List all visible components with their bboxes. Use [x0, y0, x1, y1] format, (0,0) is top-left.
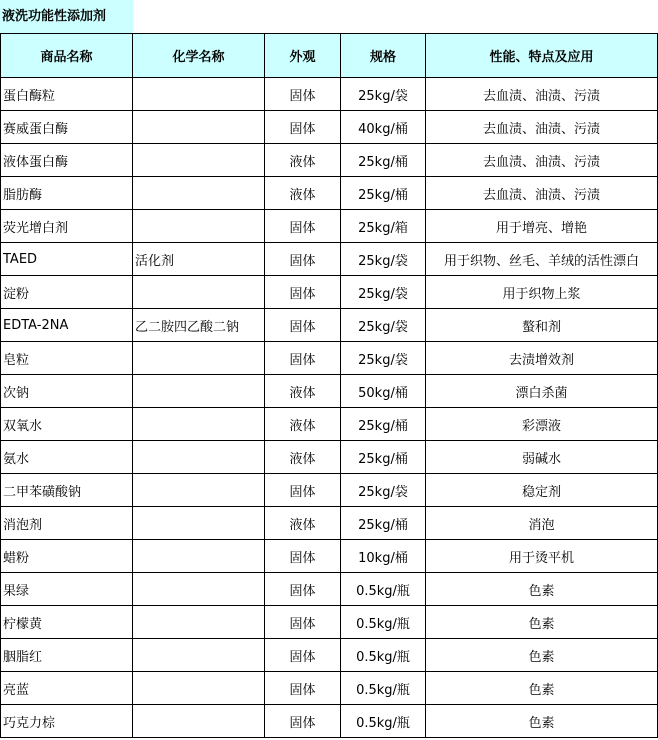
cell-usage[interactable]: 消泡 — [426, 507, 658, 540]
cell-usage[interactable]: 用于增亮、增艳 — [426, 210, 658, 243]
cell-specification[interactable]: 25kg/桶 — [341, 507, 426, 540]
cell-chemical-name[interactable] — [133, 441, 265, 474]
cell-specification[interactable]: 25kg/袋 — [341, 78, 426, 111]
sheet-title[interactable]: 液洗功能性添加剂 — [0, 0, 133, 33]
cell-product-name[interactable]: TAED — [1, 243, 133, 276]
cell-appearance[interactable]: 固体 — [265, 705, 341, 738]
cell-specification[interactable]: 0.5kg/瓶 — [341, 639, 426, 672]
cell-product-name[interactable]: 液体蛋白酶 — [1, 144, 133, 177]
cell-appearance[interactable]: 固体 — [265, 540, 341, 573]
cell-appearance[interactable]: 固体 — [265, 573, 341, 606]
cell-product-name[interactable]: 果绿 — [1, 573, 133, 606]
cell-appearance[interactable]: 液体 — [265, 408, 341, 441]
table-row — [1, 474, 658, 507]
cell-usage[interactable]: 弱碱水 — [426, 441, 658, 474]
table-row — [1, 111, 658, 144]
cell-specification[interactable]: 25kg/桶 — [341, 144, 426, 177]
table-row — [1, 177, 658, 210]
cell-appearance[interactable]: 液体 — [265, 375, 341, 408]
cell-specification[interactable]: 25kg/袋 — [341, 342, 426, 375]
cell-usage[interactable]: 色素 — [426, 606, 658, 639]
cell-product-name[interactable]: 淀粉 — [1, 276, 133, 309]
header-specification[interactable]: 规格 — [341, 34, 426, 78]
cell-chemical-name[interactable] — [133, 111, 265, 144]
cell-specification[interactable]: 0.5kg/瓶 — [341, 705, 426, 738]
cell-specification[interactable]: 25kg/袋 — [341, 243, 426, 276]
header-row — [1, 34, 658, 78]
cell-appearance[interactable]: 液体 — [265, 441, 341, 474]
cell-specification[interactable]: 0.5kg/瓶 — [341, 573, 426, 606]
cell-appearance[interactable]: 固体 — [265, 474, 341, 507]
cell-usage[interactable]: 螯和剂 — [426, 309, 658, 342]
cell-chemical-name[interactable] — [133, 375, 265, 408]
cell-appearance[interactable]: 固体 — [265, 342, 341, 375]
cell-chemical-name[interactable] — [133, 342, 265, 375]
table-row — [1, 540, 658, 573]
cell-chemical-name[interactable] — [133, 540, 265, 573]
cell-chemical-name[interactable]: 活化剂 — [133, 243, 265, 276]
cell-product-name[interactable]: 柠檬黄 — [1, 606, 133, 639]
cell-chemical-name[interactable] — [133, 276, 265, 309]
cell-appearance[interactable]: 液体 — [265, 144, 341, 177]
table-row — [1, 309, 658, 342]
cell-usage[interactable]: 去渍增效剂 — [426, 342, 658, 375]
cell-chemical-name[interactable] — [133, 507, 265, 540]
cell-product-name[interactable]: 荧光增白剂 — [1, 210, 133, 243]
cell-product-name[interactable]: 巧克力棕 — [1, 705, 133, 738]
cell-appearance[interactable]: 固体 — [265, 606, 341, 639]
cell-chemical-name[interactable]: 乙二胺四乙酸二钠 — [133, 309, 265, 342]
cell-specification[interactable]: 0.5kg/瓶 — [341, 606, 426, 639]
cell-usage[interactable]: 色素 — [426, 639, 658, 672]
table-row — [1, 672, 658, 705]
cell-product-name[interactable]: 胭脂红 — [1, 639, 133, 672]
cell-appearance[interactable]: 固体 — [265, 210, 341, 243]
cell-specification[interactable]: 40kg/桶 — [341, 111, 426, 144]
cell-product-name[interactable]: 蛋白酶粒 — [1, 78, 133, 111]
cell-chemical-name[interactable] — [133, 408, 265, 441]
cell-specification[interactable]: 25kg/桶 — [341, 177, 426, 210]
cell-appearance[interactable]: 液体 — [265, 177, 341, 210]
cell-usage[interactable]: 色素 — [426, 573, 658, 606]
cell-product-name[interactable]: 次钠 — [1, 375, 133, 408]
cell-chemical-name[interactable] — [133, 474, 265, 507]
cell-product-name[interactable]: 氨水 — [1, 441, 133, 474]
cell-usage[interactable]: 彩漂液 — [426, 408, 658, 441]
table-row — [1, 606, 658, 639]
table-row — [1, 78, 658, 111]
cell-product-name[interactable]: 皂粒 — [1, 342, 133, 375]
cell-appearance[interactable]: 固体 — [265, 309, 341, 342]
cell-product-name[interactable]: 脂肪酶 — [1, 177, 133, 210]
cell-chemical-name[interactable] — [133, 573, 265, 606]
cell-specification[interactable]: 25kg/袋 — [341, 474, 426, 507]
cell-chemical-name[interactable] — [133, 78, 265, 111]
cell-product-name[interactable]: 二甲苯磺酸钠 — [1, 474, 133, 507]
cell-usage[interactable]: 用于织物、丝毛、羊绒的活性漂白 — [426, 243, 658, 276]
cell-specification[interactable]: 0.5kg/瓶 — [341, 672, 426, 705]
cell-appearance[interactable]: 固体 — [265, 276, 341, 309]
cell-specification[interactable]: 25kg/袋 — [341, 276, 426, 309]
cell-chemical-name[interactable] — [133, 639, 265, 672]
cell-chemical-name[interactable] — [133, 177, 265, 210]
table-body — [1, 78, 658, 738]
cell-usage[interactable]: 稳定剂 — [426, 474, 658, 507]
header-product-name[interactable]: 商品名称 — [1, 34, 133, 78]
cell-usage[interactable]: 用于烫平机 — [426, 540, 658, 573]
cell-product-name[interactable]: 双氧水 — [1, 408, 133, 441]
table-row — [1, 342, 658, 375]
cell-usage[interactable]: 色素 — [426, 705, 658, 738]
table-row — [1, 639, 658, 672]
cell-product-name[interactable]: 消泡剂 — [1, 507, 133, 540]
cell-chemical-name[interactable] — [133, 672, 265, 705]
table-row — [1, 408, 658, 441]
cell-usage[interactable]: 去血渍、油渍、污渍 — [426, 78, 658, 111]
table-row — [1, 243, 658, 276]
cell-chemical-name[interactable] — [133, 144, 265, 177]
product-table — [0, 33, 658, 738]
cell-specification[interactable]: 50kg/桶 — [341, 375, 426, 408]
cell-appearance[interactable]: 固体 — [265, 111, 341, 144]
cell-product-name[interactable]: 亮蓝 — [1, 672, 133, 705]
cell-appearance[interactable]: 固体 — [265, 78, 341, 111]
cell-usage[interactable]: 去血渍、油渍、污渍 — [426, 111, 658, 144]
cell-specification[interactable]: 25kg/箱 — [341, 210, 426, 243]
cell-specification[interactable]: 25kg/桶 — [341, 441, 426, 474]
cell-chemical-name[interactable] — [133, 606, 265, 639]
cell-product-name[interactable]: EDTA-2NA — [1, 309, 133, 342]
table-row — [1, 276, 658, 309]
table-row — [1, 441, 658, 474]
cell-specification[interactable]: 25kg/袋 — [341, 309, 426, 342]
header-appearance[interactable]: 外观 — [265, 34, 341, 78]
table-row — [1, 144, 658, 177]
header-chemical-name[interactable]: 化学名称 — [133, 34, 265, 78]
cell-specification[interactable]: 10kg/桶 — [341, 540, 426, 573]
header-usage[interactable]: 性能、特点及应用 — [426, 34, 658, 78]
cell-appearance[interactable]: 固体 — [265, 243, 341, 276]
cell-usage[interactable]: 漂白杀菌 — [426, 375, 658, 408]
cell-appearance[interactable]: 液体 — [265, 507, 341, 540]
cell-appearance[interactable]: 固体 — [265, 672, 341, 705]
table-row — [1, 573, 658, 606]
cell-usage[interactable]: 色素 — [426, 672, 658, 705]
table-row — [1, 705, 658, 738]
cell-usage[interactable]: 用于织物上浆 — [426, 276, 658, 309]
cell-usage[interactable]: 去血渍、油渍、污渍 — [426, 177, 658, 210]
cell-usage[interactable]: 去血渍、油渍、污渍 — [426, 144, 658, 177]
table-row — [1, 507, 658, 540]
cell-chemical-name[interactable] — [133, 705, 265, 738]
table-row — [1, 210, 658, 243]
table-row — [1, 375, 658, 408]
cell-product-name[interactable]: 赛威蛋白酶 — [1, 111, 133, 144]
cell-chemical-name[interactable] — [133, 210, 265, 243]
cell-product-name[interactable]: 蜡粉 — [1, 540, 133, 573]
cell-specification[interactable]: 25kg/桶 — [341, 408, 426, 441]
cell-appearance[interactable]: 固体 — [265, 639, 341, 672]
